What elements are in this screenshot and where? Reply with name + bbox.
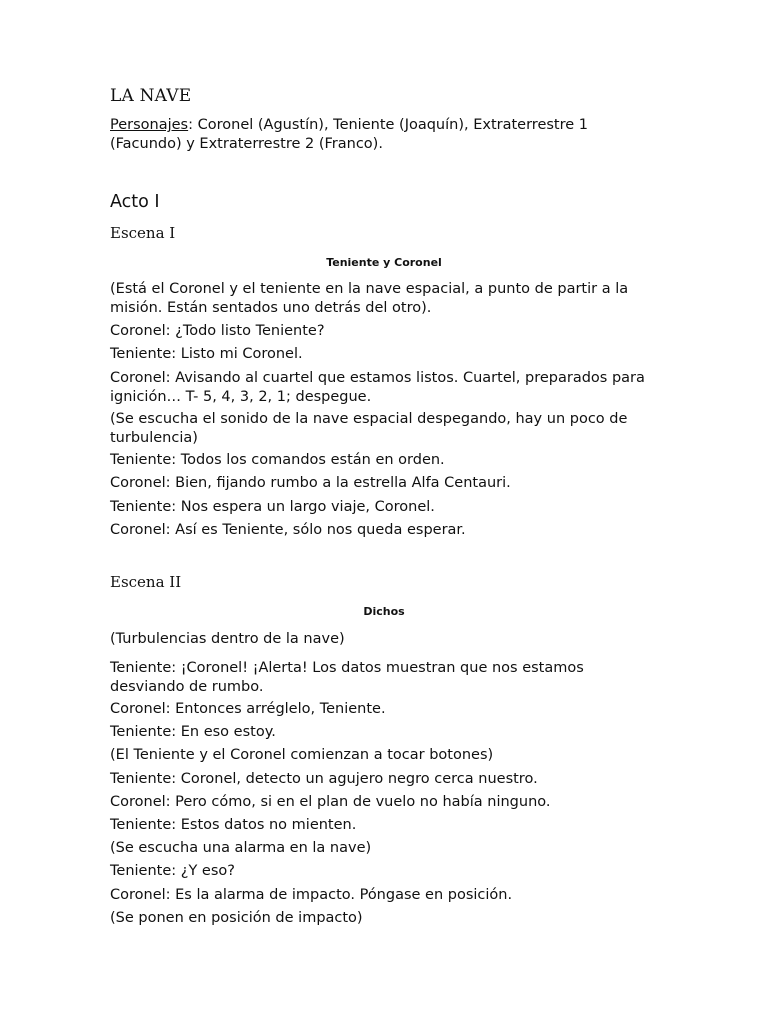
dialogue-line: Teniente: Todos los comandos están en orden.	[110, 452, 445, 468]
dialogue-line: Teniente: Listo mi Coronel.	[110, 346, 303, 362]
dialogue-line: Coronel: Avisando al cuartel que estamos listos. Cuartel, preparados para ignición… T- 5, 4, 3, 2, 1; despegue.	[110, 370, 645, 405]
document-title: LA NAVE	[110, 86, 192, 106]
dialogue-line: Teniente: ¿Y eso?	[110, 863, 235, 879]
stage-direction: (Está el Coronel y el teniente en la nave espacial, a punto de partir a la misión. Están sentados uno detrás del otro).	[110, 281, 629, 316]
scene-characters: Teniente y Coronel	[326, 256, 442, 269]
stage-direction: (Turbulencias dentro de la nave)	[110, 631, 345, 647]
dialogue-line: Coronel: Es la alarma de impacto. Póngase en posición.	[110, 887, 513, 903]
dialogue-line: Coronel: Así es Teniente, sólo nos queda esperar.	[110, 522, 466, 538]
dialogue-line: Teniente: Coronel, detecto un agujero negro cerca nuestro.	[110, 771, 538, 787]
dialogue-line: Coronel: Entonces arréglelo, Teniente.	[110, 701, 386, 717]
dialogue-line: Teniente: ¡Coronel! ¡Alerta! Los datos muestran que nos estamos desviando de rumbo.	[110, 660, 584, 695]
cast-label: Personajes	[110, 117, 189, 133]
scene-heading: Escena I	[110, 224, 176, 242]
dialogue-line: Coronel: Bien, fijando rumbo a la estrella Alfa Centauri.	[110, 475, 511, 491]
stage-direction: (Se escucha el sonido de la nave espacial despegando, hay un poco de turbulencia)	[110, 411, 628, 446]
dialogue-line: Teniente: Estos datos no mienten.	[110, 817, 357, 833]
stage-direction: (Se ponen en posición de impacto)	[110, 910, 363, 926]
cast-list	[110, 116, 650, 154]
scene-characters: Dichos	[363, 605, 405, 618]
dialogue-line: Coronel: ¿Todo listo Teniente?	[110, 323, 325, 339]
dialogue-line: Teniente: En eso estoy.	[110, 724, 276, 740]
act-heading: Acto I	[110, 192, 160, 212]
scene-heading: Escena II	[110, 573, 182, 591]
dialogue-line: Coronel: Pero cómo, si en el plan de vuelo no había ninguno.	[110, 794, 551, 810]
cast-names: : Coronel (Agustín), Teniente (Joaquín), Extraterrestre 1 (Facundo) y Extraterrestre 2 (Franco).	[110, 117, 589, 152]
stage-direction: (Se escucha una alarma en la nave)	[110, 840, 372, 856]
dialogue-line: Teniente: Nos espera un largo viaje, Coronel.	[110, 499, 435, 515]
stage-direction: (El Teniente y el Coronel comienzan a tocar botones)	[110, 747, 494, 763]
